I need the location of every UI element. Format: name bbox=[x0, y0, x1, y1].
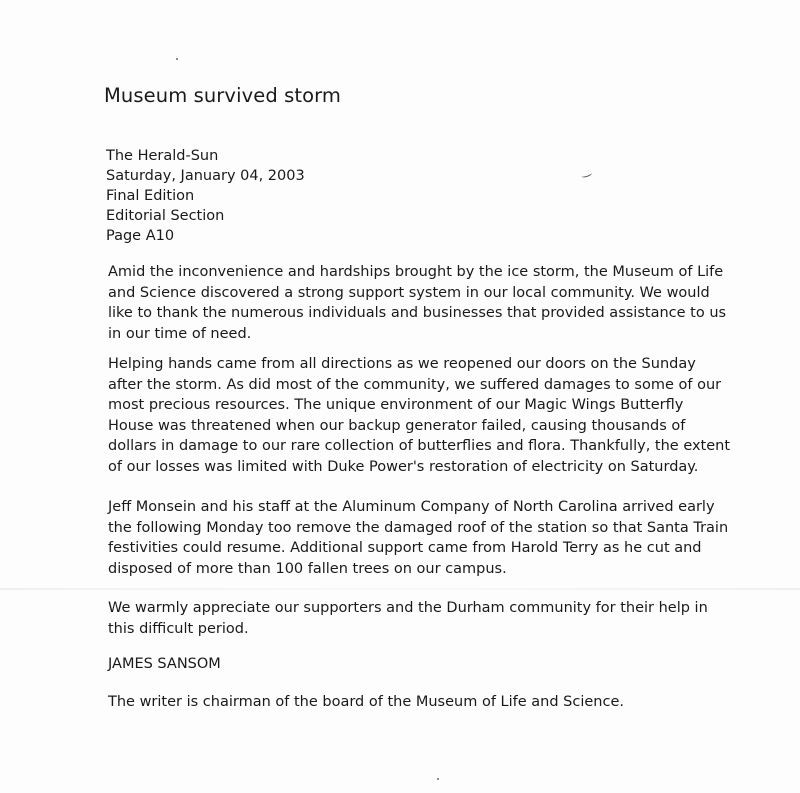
scan-speck bbox=[176, 58, 178, 60]
paragraph-line: and Science discovered a strong support system in our local community. We would bbox=[108, 284, 710, 301]
author-signature: JAMES SANSOM bbox=[108, 656, 221, 672]
paragraph-line: most precious resources. The unique environment of our Magic Wings Butterfly bbox=[108, 397, 684, 413]
paragraph-line: Jeff Monsein and his staff at the Aluminum Company of North Carolina arrived early bbox=[108, 499, 715, 515]
article-page: Page A10 bbox=[106, 228, 175, 244]
article-title: Museum survived storm bbox=[104, 84, 342, 107]
paragraph-line: Helping hands came from all directions as we reopened our doors on the Sunday bbox=[108, 356, 696, 372]
pen-mark bbox=[580, 170, 592, 178]
paragraph-1 bbox=[108, 262, 788, 344]
article-section: Editorial Section bbox=[106, 208, 225, 224]
paragraph-line: this difficult period. bbox=[108, 620, 249, 637]
paragraph-line: We warmly appreciate our supporters and the Durham community for their help in bbox=[108, 600, 708, 616]
article-meta bbox=[106, 146, 305, 246]
article-edition: Final Edition bbox=[106, 188, 195, 204]
scan-fold-line bbox=[0, 588, 800, 590]
paragraph-line: disposed of more than 100 fallen trees on our campus. bbox=[108, 560, 507, 577]
article-date: Saturday, January 04, 2003 bbox=[106, 168, 305, 184]
paragraph-line: like to thank the numerous individuals and businesses that provided assistance to us bbox=[108, 305, 727, 321]
paragraph-line: festivities could resume. Additional support came from Harold Terry as he cut and bbox=[108, 540, 702, 556]
paragraph-line: House was threatened when our backup generator failed, causing thousands of bbox=[108, 417, 686, 434]
paragraph-line: in our time of need. bbox=[108, 325, 252, 342]
article-source: The Herald-Sun bbox=[106, 148, 219, 164]
paragraph-line: dollars in damage to our rare collection of butterflies and flora. Thankfully, the extent bbox=[108, 438, 731, 454]
paragraph-line: after the storm. As did most of the community, we suffered damages to some of our bbox=[108, 376, 722, 393]
paragraph-line: the following Monday too remove the damaged roof of the station so that Santa Train bbox=[108, 519, 729, 536]
paragraph-line: Amid the inconvenience and hardships brought by the ice storm, the Museum of Life bbox=[108, 264, 724, 280]
scan-speck bbox=[437, 778, 439, 780]
author-footnote: The writer is chairman of the board of the Museum of Life and Science. bbox=[108, 694, 624, 710]
paragraph-2 bbox=[108, 354, 788, 477]
paragraph-4 bbox=[108, 598, 788, 639]
paragraph-3 bbox=[108, 497, 788, 579]
paragraph-line: of our losses was limited with Duke Power's restoration of electricity on Saturday. bbox=[108, 458, 699, 475]
